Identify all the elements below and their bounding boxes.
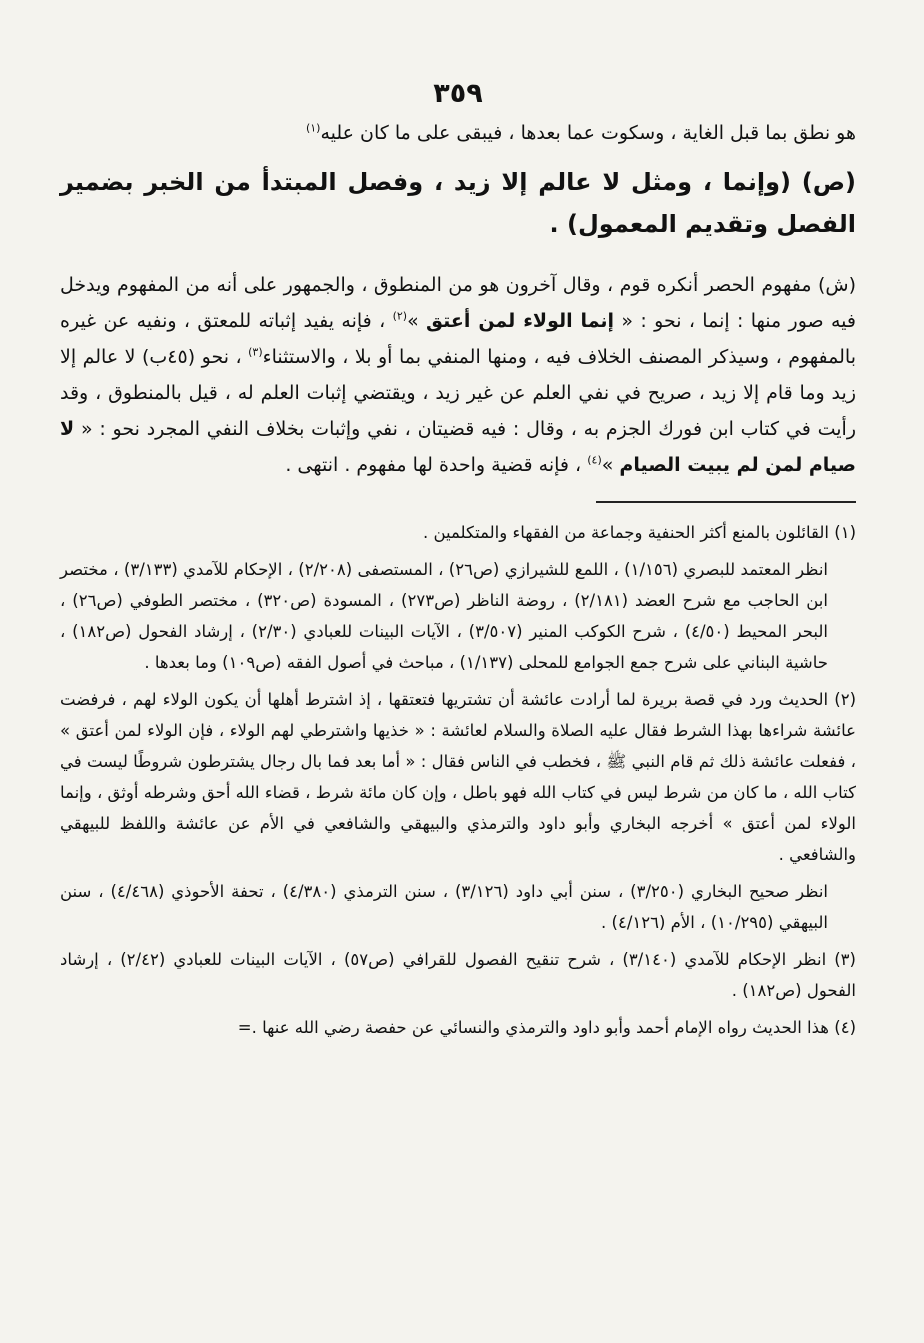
book-page [60,78,856,1303]
footnote-4-number: (٤) [834,1018,856,1037]
footnote-1-references: انظر المعتمد للبصري (١/١٥٦) ، اللمع للشيرازي (ص٢٦) ، المستصفى (٢/٢٠٨) ، الإحكام للآمدي (٣/١٣٣) ، مختصر ابن الحاجب مع شرح العضد (٢/١٨١) ، روضة الناظر (ص٢٧٣) ، المسودة (ص٣٢٠) ، مختصر الطوفي (ص٢٦) ، البحر المحيط (٤/٥٠) ، شرح الكوكب المنير (٣/٥٠٧) ، الآيات البينات للعبادي (٢/٣٠) ، إرشاد الفحول (ص١٨٢) ، حاشية البناني على شرح جمع الجوامع للمحلى (١/١٣٧) ، مباحث في أصول الفقه (ص١٠٩) وما بعدها . [60,560,828,672]
continuation-line [60,115,856,151]
footnote-2 [60,684,856,870]
footnote-3 [60,944,856,1006]
quote-close-2: » [601,454,614,476]
quote-close-1: » [407,310,419,332]
sharh-commentary [60,267,856,483]
page-number: ٣٥٩ [433,78,483,109]
footnote-ref-3: (٣) [248,345,263,359]
footnote-1 [60,517,856,548]
footnote-2-references: انظر صحيح البخاري (٣/٢٥٠) ، سنن أبي داود (٣/١٢٦) ، سنن الترمذي (٤/٣٨٠) ، تحفة الأحوذي (٤/٤٦٨) ، سنن البيهقي (١٠/٢٩٥) ، الأم (٤/١٢٦) . [60,882,828,932]
continuation-text: هو نطق بما قبل الغاية ، وسكوت عما بعدها ، فيبقى على ما كان عليه [320,122,856,144]
footnote-4 [60,1012,856,1043]
footnote-2-number: (٢) [834,690,857,709]
matn-ruling: (ص) (وإنما ، ومثل لا عالم إلا زيد ، وفصل المبتدأ من الخبر بضمير الفصل وتقديم المعمول) . [60,168,856,238]
footnote-separator [596,501,856,503]
footnote-3-text: انظر الإحكام للآمدي (٣/١٤٠) ، شرح تنقيح الفصول للقرافي (ص٥٧) ، الآيات البينات للعبادي (٢/٤٢) ، إرشاد الفحول (ص١٨٢) . [60,950,856,1000]
hadith-quote-2: لا صيام لمن لم يبيت الصيام [60,418,856,476]
footnote-3-number: (٣) [834,950,856,969]
footnote-1-text: القائلون بالمنع أكثر الحنفية وجماعة من الفقهاء والمتكلمين . [422,523,829,542]
footnote-1-number: (١) [834,523,856,542]
commentary-part-4: ، فإنه قضية واحدة لها مفهوم . انتهى . [285,454,582,476]
footnote-4-text: هذا الحديث رواه الإمام أحمد وأبو داود والترمذي والنسائي عن حفصة رضي الله عنها .= [237,1018,829,1037]
footnote-ref-4: (٤) [587,453,602,467]
hadith-quote-1: إنما الولاء لمن أعتق [426,310,615,332]
commentary-part-3: ، نحو (٤٥ب) لا عالم إلا زيد وما قام إلا زيد ، صريح في نفي العلم عن غير زيد ، ويقتضي إثبات العلم له ، قيل بالمنطوق ، وقد رأيت في كتاب ابن فورك الجزم به ، وقال : فيه قضيتان ، نفي وإثبات بخلاف النفي المجرد نحو : « [60,346,856,440]
commentary-part-2: ، فإنه يفيد إثباته للمعتق ، ونفيه عن غيره بالمفهوم ، وسيذكر المصنف الخلاف فيه ، ومنها المنفي بما أو بلا ، والاستثناء [60,310,856,368]
footnote-2-text: الحديث ورد في قصة بريرة لما أرادت عائشة أن تشتريها فتعتقها ، إذ اشترط أهلها أن يكون الولاء لهم ، فرفضت عائشة شراءها بهذا الشرط فقال عليه الصلاة والسلام لعائشة : « خذيها واشترطي لهم الولاء ، فإن الولاء لمن أعتق » ، ففعلت عائشة ذلك ثم قام النبي ﷺ ، فخطب في الناس فقال : « أما بعد فما بال رجال يشترطون شروطًا ليست في كتاب الله ، ما كان من شرط ليس في كتاب الله فهو باطل ، وإن كان مائة شرط ، قضاء الله أحق وشرطه أوثق ، وإنما الولاء لمن أعتق » أخرجه البخاري وأبو داود والترمذي والبيهقي والشافعي في الأم عن عائشة واللفظ للبيهقي والشافعي . [60,690,856,864]
footnote-ref-1: (١) [305,121,321,135]
footnote-ref-2: (٢) [392,309,408,323]
commentary-part-1: (ش) مفهوم الحصر أنكره قوم ، وقال آخرون هو من المنطوق ، والجمهور على أنه من المفهوم ويدخل فيه صور منها : إنما ، نحو : « [60,274,856,332]
